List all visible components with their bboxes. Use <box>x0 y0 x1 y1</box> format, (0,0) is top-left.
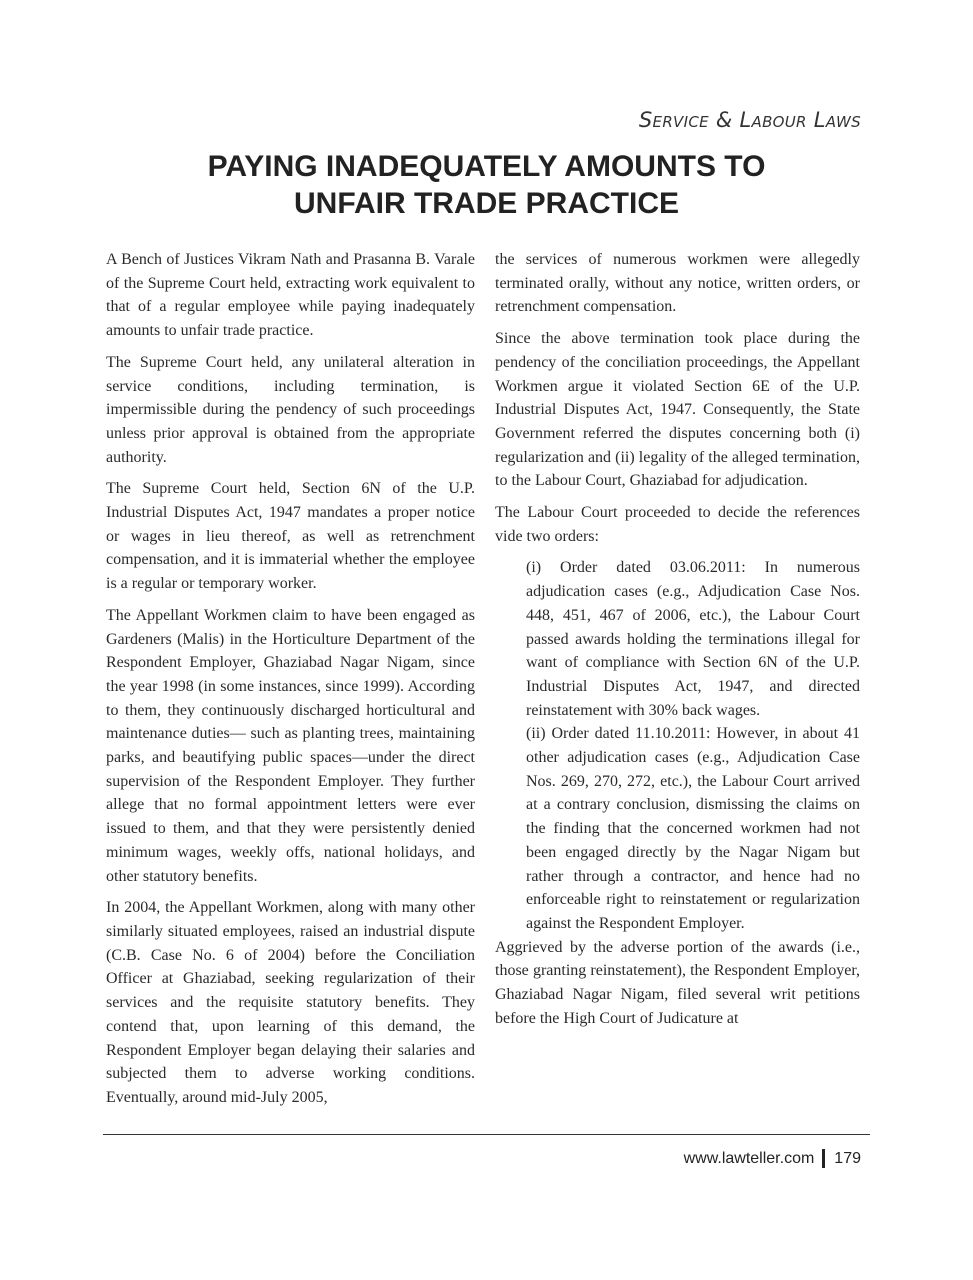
article-title-line-1: PAYING INADEQUATELY AMOUNTS TO <box>207 150 766 183</box>
paragraph: A Bench of Justices Vikram Nath and Prasanna B. Varale of the Supreme Court held, extracting work equivalent to that of a regular employee while paying inadequately amounts to unfair trade practice. <box>106 251 475 340</box>
paragraph: Since the above termination took place during the pendency of the conciliation proceedings, the Appellant Workmen argue it violated Section 6E of the U.P. Industrial Disputes Act, 1947. Consequently, the State Government referred the disputes concerning both (i) regularization and (ii) legality of the alleged termination, to the Labour Court, Ghaziabad for adjudication. <box>495 330 860 490</box>
footer-separator <box>822 1149 825 1168</box>
paragraph: The Supreme Court held, any unilateral alteration in service conditions, including termination, is impermissible during the pendency of such proceedings unless prior approval is obtained from the appropriate authority. <box>106 353 475 466</box>
paragraph: Aggrieved by the adverse portion of the awards (i.e., those granting reinstatement), the Respondent Employer, Ghaziabad Nagar Nigam, filed several writ petitions before the High Court of Judicature at <box>495 938 860 1027</box>
paragraph: The Labour Court proceeded to decide the references vide two orders: <box>495 504 860 545</box>
right-column <box>495 248 860 1039</box>
footer <box>684 1149 861 1168</box>
paragraph: The Appellant Workmen claim to have been engaged as Gardeners (Malis) in the Horticulture Department of the Respondent Employer, Ghaziabad Nagar Nigam, since the year 1998 (in some instances, since 1999). According to them, they continuously discharged horticultural and maintenance duties— such as planting trees, maintaining parks, and beautifying public spaces—under the direct supervision of the Respondent Employer. They further allege that no formal appointment letters were ever issued to them, and that they were persistently denied minimum wages, weekly offs, national holidays, and other statutory benefits. <box>106 606 475 885</box>
paragraph: In 2004, the Appellant Workmen, along with many other similarly situated employees, raised an industrial dispute (C.B. Case No. 6 of 2004) before the Conciliation Officer at Ghaziabad, seeking regularization of their services and the requisite statutory benefits. They contend that, upon learning of this demand, the Respondent Employer began delaying their salaries and subjected them to adverse working conditions. Eventually, around mid-July 2005, <box>106 899 475 1106</box>
article-title <box>150 148 823 222</box>
left-column <box>106 248 475 1118</box>
paragraph: The Supreme Court held, Section 6N of the U.P. Industrial Disputes Act, 1947 mandates a proper notice or wages in lieu thereof, as well as retrenchment compensation, and it is immaterial whether the employee is a regular or temporary worker. <box>106 480 475 593</box>
footer-rule <box>103 1134 870 1135</box>
article-title-line-2: UNFAIR TRADE PRACTICE <box>293 187 679 220</box>
order-item-2: (ii) Order dated 11.10.2011: However, in about 41 other adjudication cases (e.g., Adjudication Case Nos. 269, 270, 272, etc.), the Labour Court arrived at a contrary conclusion, dismissing the claims on the finding that the concerned workmen had not been engaged directly by the Nagar Nigam but rather through a contractor, and hence had no enforceable right to reinstatement or regularization against the Respondent Employer. <box>526 725 860 932</box>
paragraph: the services of numerous workmen were allegedly terminated orally, without any notice, written orders, or retrenchment compensation. <box>495 251 860 316</box>
website-link[interactable]: www.lawteller.com <box>683 1149 815 1167</box>
section-label: Service & Labour Laws <box>638 108 861 132</box>
order-item-1: (i) Order dated 03.06.2011: In numerous adjudication cases (e.g., Adjudication Case Nos. 448, 451, 467 of 2006, etc.), the Labour Court passed awards holding the terminations illegal for want of compliance with Section 6N of the U.P. Industrial Disputes Act, 1947, and directed reinstatement with 30% back wages. <box>526 559 860 719</box>
page-number: 179 <box>834 1149 861 1167</box>
